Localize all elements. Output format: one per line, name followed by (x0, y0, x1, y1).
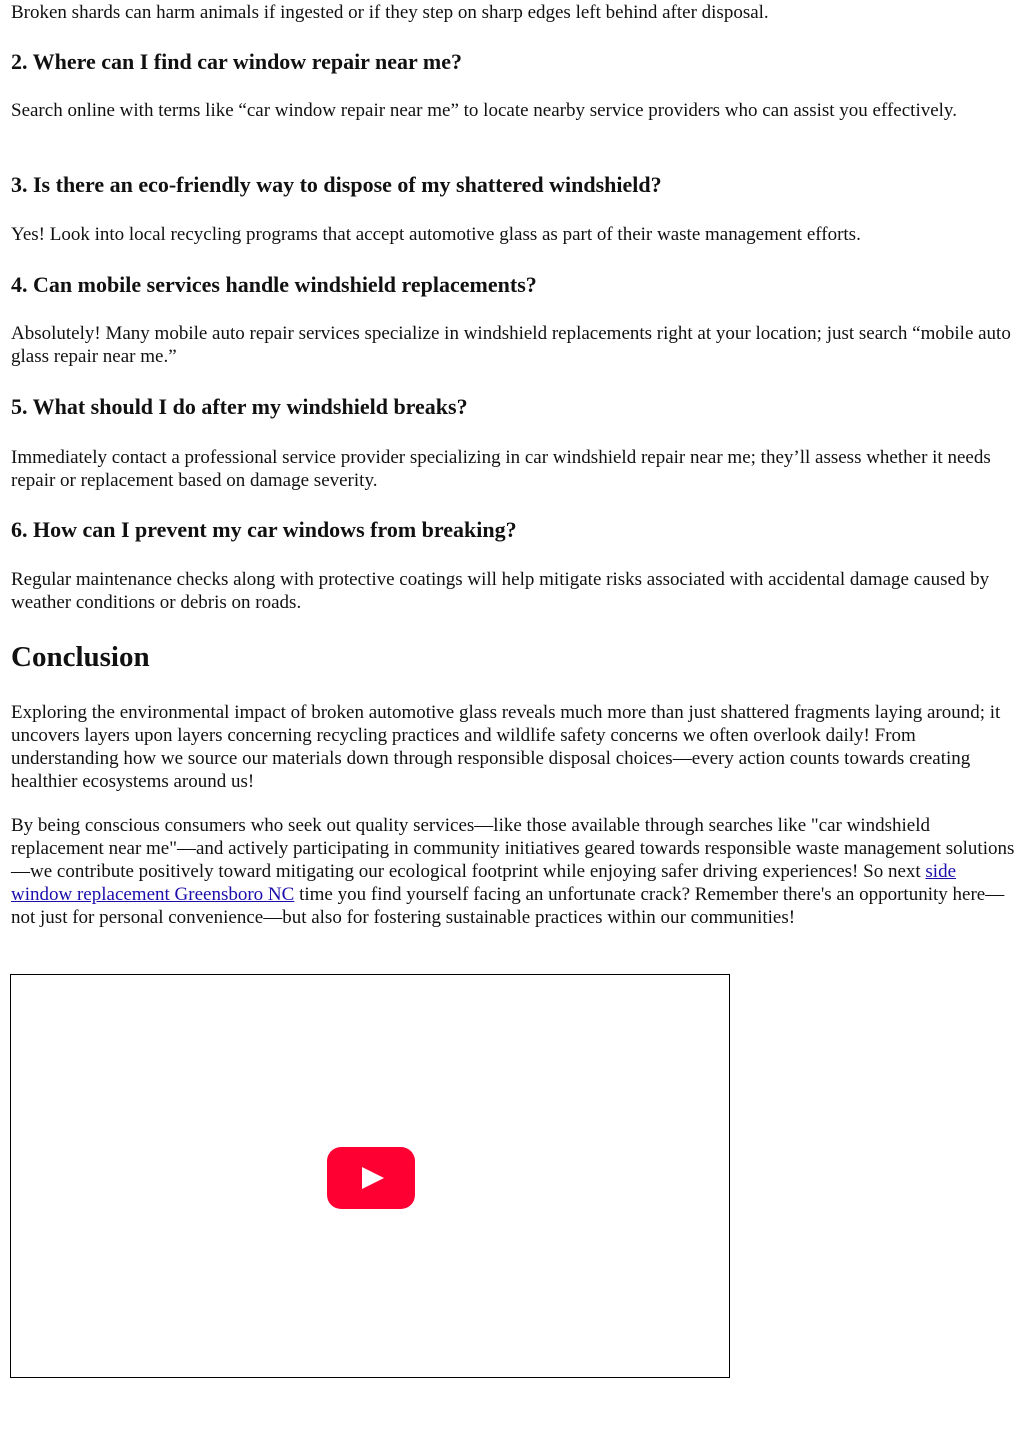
conclusion-title: Conclusion (11, 641, 150, 673)
conclusion-paragraph-2-start: By being conscious consumers who seek out quality services—like those available through searches like "car windshield replacement near me"—and actively participating in community initiatives geared towards responsible waste management solutions—we contribute positively toward mitigating our ecological footprint while enjoying safer driving experiences! So next (11, 815, 1015, 882)
faq-answer-2: Search online with terms like “car window repair near me” to locate nearby service providers who can assist you effectively. (11, 100, 957, 121)
faq-answer-3: Yes! Look into local recycling programs that accept automotive glass as part of their waste management efforts. (11, 224, 861, 245)
embedded-video[interactable] (10, 974, 730, 1378)
faq-answer-4: Absolutely! Many mobile auto repair services specialize in windshield replacements right at your location; just search “mobile auto glass repair near me.” (11, 323, 1011, 367)
faq-question-4: 4. Can mobile services handle windshield replacements? (11, 272, 537, 297)
side-window-replacement-link[interactable]: side window replacement Greensboro NC (11, 861, 957, 905)
youtube-play-icon[interactable] (327, 1147, 415, 1209)
conclusion-paragraph-1: Exploring the environmental impact of broken automotive glass reveals much more than just shattered fragments laying around; it uncovers layers upon layers concerning recycling practices and wildlife safety concerns we often overlook daily! From understanding how we source our materials down through responsible disposal choices—every action counts towards creating healthier ecosystems around us! (11, 702, 1001, 792)
faq-answer-6: Regular maintenance checks along with protective coatings will help mitigate risks associated with accidental damage caused by weather conditions or debris on roads. (11, 569, 990, 613)
intro-paragraph: Broken shards can harm animals if ingested or if they step on sharp edges left behind after disposal. (11, 2, 769, 23)
faq-answer-5: Immediately contact a professional service provider specializing in car windshield repair near me; they’ll assess whether it needs repair or replacement based on damage severity. (11, 447, 991, 491)
faq-question-2: 2. Where can I find car window repair near me? (11, 49, 462, 74)
faq-question-5: 5. What should I do after my windshield breaks? (11, 394, 468, 419)
conclusion-paragraph-2-end: time you find yourself facing an unfortunate crack? Remember there's an opportunity here—not just for personal convenience—but also for fostering sustainable practices within our communities! (11, 884, 1005, 928)
faq-question-3: 3. Is there an eco-friendly way to dispose of my shattered windshield? (11, 172, 662, 197)
conclusion-paragraph-2 (11, 814, 1015, 929)
faq-question-6: 6. How can I prevent my car windows from breaking? (11, 517, 517, 542)
